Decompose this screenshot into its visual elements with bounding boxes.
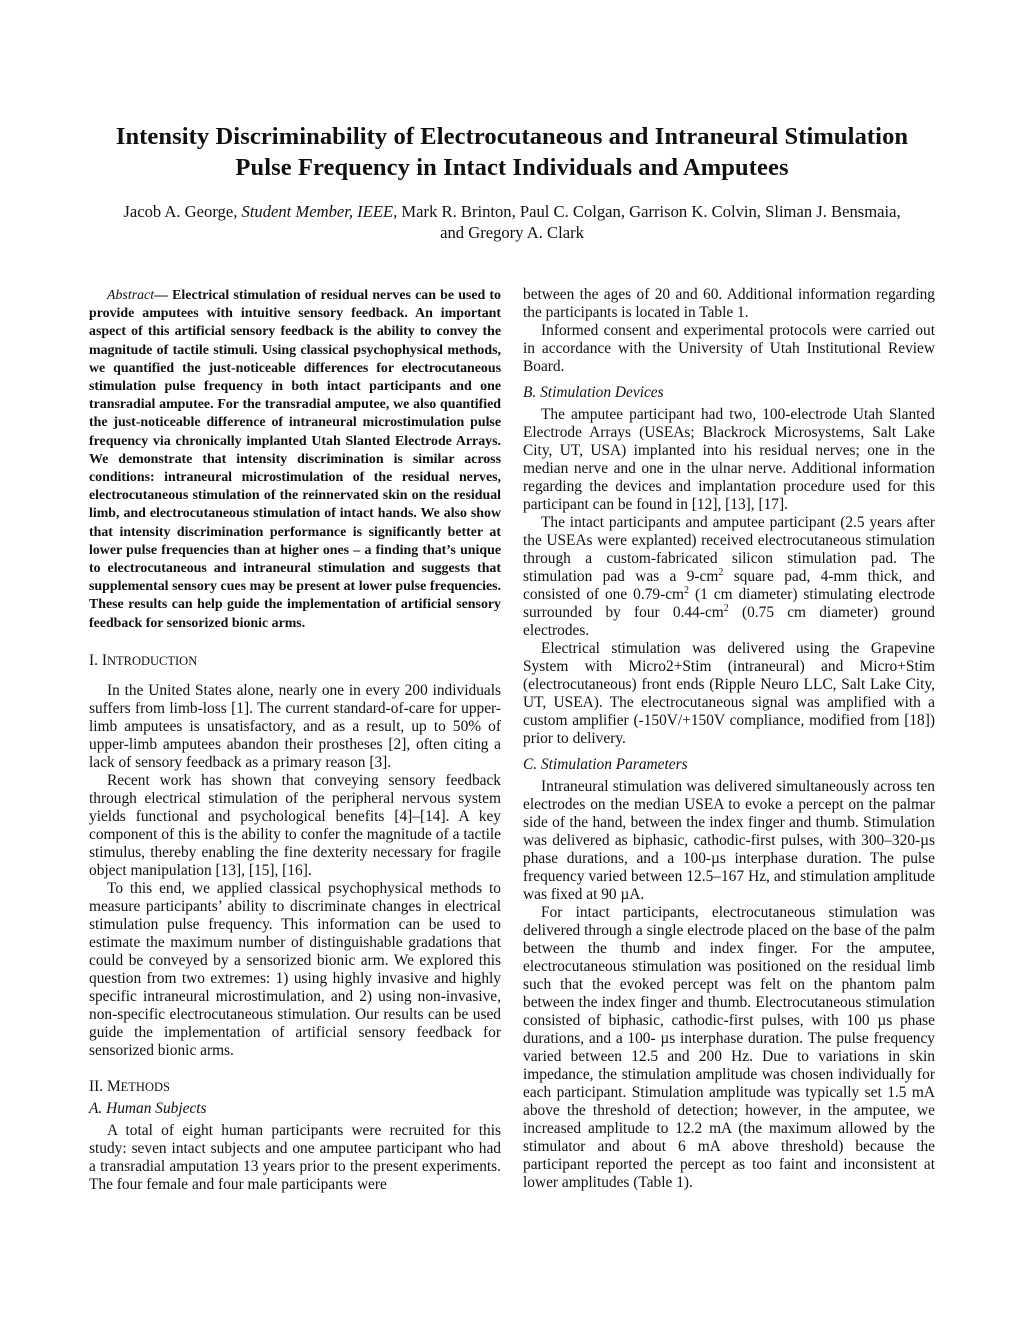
author-rest: Mark R. Brinton, Paul C. Colgan, Garrison K. Colvin, Sliman J. Bensmaia, and Gregory A. Clark	[397, 202, 901, 242]
abstract-label: Abstract	[107, 288, 155, 303]
section-title: NTRODUCTION	[106, 653, 198, 668]
subsection-heading-stimulation-parameters: C. Stimulation Parameters	[523, 756, 688, 773]
author-first: Jacob A. George,	[123, 202, 242, 221]
paragraph: The amputee participant had two, 100-electrode Utah Slanted Electrode Arrays (USEAs; Blackrock Microsystems, Salt Lake City, UT, USA) implanted into his residual nerves; one in the median nerve and one in the ulnar nerve. Additional information regarding the devices and implantation procedure used for this participant can be found in [12], [13], [17].	[523, 406, 935, 513]
section-number: I. I	[89, 651, 107, 669]
paragraph: A total of eight human participants were recruited for this study: seven intact subjects and one amputee participant who had a transradial amputation 13 years prior to the present experiments. The four female and four male participants were	[89, 1121, 501, 1193]
section-heading-methods	[89, 1078, 501, 1096]
text-run: (1 cm diameter) stimulating electrode surrounded by four 0.44-cm	[523, 586, 935, 621]
superscript: 2	[723, 602, 729, 614]
author-affiliation: Student Member, IEEE,	[241, 202, 398, 221]
left-column	[89, 287, 501, 1194]
subsection-heading-human-subjects: A. Human Subjects	[89, 1099, 207, 1117]
author-list	[110, 201, 914, 243]
paragraph: Recent work has shown that conveying sensory feedback through electrical stimulation of the peripheral nervous system yields functional and psychological benefits [4]–[14]. A key component of this is the ability to confer the magnitude of a tactile stimulus, thereby enabling the fine dexterity necessary for fragile object manipulation [13], [15], [16].	[89, 771, 501, 879]
paper-title: Intensity Discriminability of Electrocutaneous and Intraneural Stimulation Pulse Frequency in Intact Individuals and Amputees	[115, 123, 909, 181]
abstract-text: — Electrical stimulation of residual nerves can be used to provide amputees with intuitive sensory feedback. An important aspect of this artificial sensory feedback is the ability to convey the magnitude of tactile stimuli. Using classical psychophysical methods, we quantified the just-noticeable differences for electrocutaneous stimulation pulse frequency in both intact participants and one transradial amputee. For the transradial amputee, we also quantified the just-noticeable difference of intraneural microstimulation pulse frequency via chronically implanted Utah Slanted Electrode Arrays. We demonstrate that intensity discrimination is similar across conditions: intraneural microstimulation of the residual nerves, electrocutaneous stimulation of the reinnervated skin on the residual limb, and electrocutaneous stimulation of intact hands. We also show that intensity discrimination performance is significantly better at lower pulse frequencies than at higher ones – a finding that’s unique to electrocutaneous and intraneural stimulation and suggests that supplemental sensory cues may be present at lower pulse frequencies. These results can help guide the implementation of artificial sensory feedback for sensorized bionic arms.	[89, 288, 501, 631]
superscript: 2	[684, 584, 690, 596]
right-column	[523, 286, 935, 1192]
paragraph: To this end, we applied classical psychophysical methods to measure participants’ ability to discriminate changes in electrical stimulation pulse frequency. This information can be used to estimate the maximum number of distinguishable gradations that could be conveyed by a sensorized bionic arm. We explored this question from two extremes: 1) using highly invasive and highly specific intraneural microstimulation, and 2) using non-invasive, non-specific electrocutaneous stimulation. Our results can be used guide the implementation of artificial sensory feedback for sensorized bionic arms.	[89, 879, 501, 1059]
section-heading-introduction	[89, 652, 501, 670]
section-number: II. M	[89, 1077, 121, 1095]
abstract	[89, 287, 501, 633]
section-title: ETHODS	[120, 1079, 170, 1094]
paragraph-with-units	[523, 514, 935, 640]
paragraph: For intact participants, electrocutaneous stimulation was delivered through a single electrode placed on the base of the palm between the thumb and index finger. For the amputee, electrocutaneous stimulation was positioned on the residual limb such that the evoked percept was felt on the phantom palm between the index finger and thumb. Electrocutaneous stimulation consisted of biphasic, cathodic-first pulses, with 100 µs phase durations, and a 100- µs interphase duration. The pulse frequency varied between 12.5 and 200 Hz. Due to variations in skin impedance, the stimulation amplitude was chosen individually for each participant. Stimulation amplitude was typically set 1.5 mA above the threshold of detection; however, in the amputee, we increased amplitude to 12.2 mA (the maximum allowed by the stimulator and about 6 mA above threshold) because the participant reported the percept as too faint and inconsistent at lower amplitudes (Table 1).	[523, 904, 935, 1191]
paragraph: In the United States alone, nearly one in every 200 individuals suffers from limb-loss [1]. The current standard-of-care for upper-limb amputees is unsatisfactory, and as a result, up to 50% of upper-limb amputees abandon their prostheses [2], often citing a lack of sensory feedback as a primary reason [3].	[89, 681, 501, 771]
text-run: square pad, 4-mm thick, and consisted of one 0.79-cm	[523, 568, 935, 603]
text-run: The intact participants and amputee participant (2.5 years after the USEAs were explanted) received electrocutaneous stimulation through a custom-fabricated silicon stimulation pad. The stimulation pad was a 9-cm	[523, 514, 935, 585]
superscript: 2	[718, 566, 724, 578]
paragraph: Intraneural stimulation was delivered simultaneously across ten electrodes on the median USEA to evoke a percept on the palmar side of the hand, between the index finger and thumb. Stimulation was delivered as biphasic, cathodic-first pulses, with 300–320-µs phase durations, and a 100-µs interphase duration. The pulse frequency varied between 12.5–167 Hz, and stimulation amplitude was fixed at 90 µA.	[523, 778, 935, 903]
subsection-heading-stimulation-devices: B. Stimulation Devices	[523, 384, 664, 401]
paragraph-continued: between the ages of 20 and 60. Additional information regarding the participants is located in Table 1.	[523, 286, 935, 321]
text-run: (0.75 cm diameter) ground electrodes.	[523, 604, 935, 639]
paragraph: Informed consent and experimental protocols were carried out in accordance with the University of Utah Institutional Review Board.	[523, 322, 935, 375]
paragraph: Electrical stimulation was delivered using the Grapevine System with Micro2+Stim (intraneural) and Micro+Stim (electrocutaneous) front ends (Ripple Neuro LLC, Salt Lake City, UT, USEA). The electrocutaneous signal was amplified with a custom amplifier (-150V/+150V compliance, modified from [18]) prior to delivery.	[523, 640, 935, 747]
